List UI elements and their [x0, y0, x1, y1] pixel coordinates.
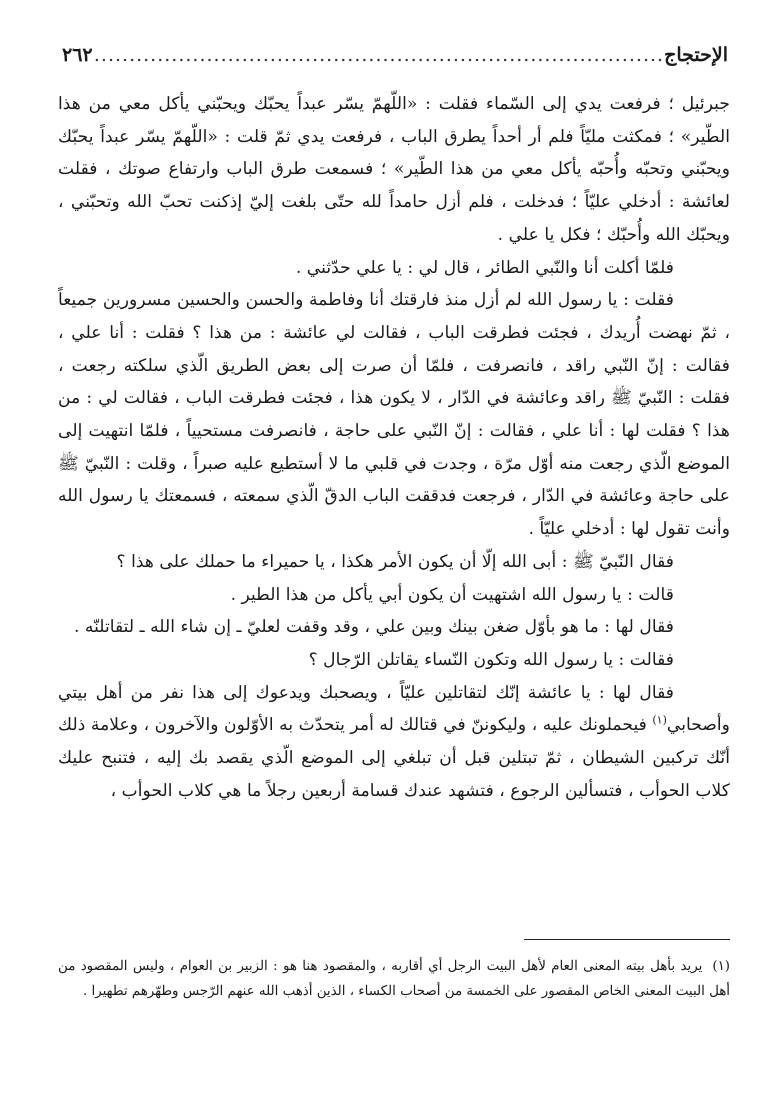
dialogue-line: قالت : يا رسول الله اشتهيت أن يكون أبي يأكل من هذا الطير . [230, 584, 674, 605]
footnote-marker: (١) [712, 959, 730, 974]
footnote [58, 954, 730, 1004]
paragraph-text: فقال لها : يا عائشة إنّك لتقاتلين عليّاً ، ويصحبك ويدعوك إلى هذا نفر من أهل بيتي وأصحابي [58, 682, 730, 736]
paragraph: جبرئيل ؛ فرفعت يدي إلى السّماء فقلت : «اللّهمّ يسّر عبداً يحبّك ويحبّني يأكل معي من هذا الطّير» ؛ فمكثت مليّاً فلم أر أحداً يطرق الباب ، فرفعت يدي ثمّ قلت : «اللّهمّ يسّر عبداً يحبّك ويحبّني وتحبّه وأُحبّه يأكل معي من هذا الطّير» ؛ فسمعت طرق الباب وارتفاع صوتك ، فقلت لعائشة : أدخلي عليّاً ؛ فدخلت ، فلم أزل حامداً لله حتّى بلغت إليّ إذكنت تحبّ الله وتحبّني ، ويحبّك الله وأُحبّك ؛ فكل يا علي . [58, 94, 730, 245]
paragraph: فقلت : يا رسول الله لم أزل منذ فارقتك أنا وفاطمة والحسن والحسين مسرورين جميعاً ، ثمّ نهضت أُريدك ، فجئت فطرقت الباب ، فقالت لي عائشة : من هذا ؟ فقلت : أنا علي ، فقالت : إنّ النّبي راقد ، فانصرفت ، فلمّا أن صرت إلى بعض الطريق الّذي سلكته رجعت ، فقلت : النّبيّ ﷺ راقد وعائشة في الدّار ، لا يكون هذا ، فجئت فطرقت الباب ، فقالت لي : من هذا ؟ فقلت لها : أنا علي ، فقالت : إنّ النّبي على حاجة ، فانصرفت مستحيياً ، فلمّا انتهيت إلى الموضع الّذي رجعت منه أوّل مرّة ، وجدت في قلبي ما لا أستطيع عليه صبراً ، وقلت : النّبيّ ﷺ على حاجة وعائشة في الدّار ، فرجعت فدققت الباب الدقّ الّذي سمعته ، فسمعتك يا رسول الله وأنت تقول لها : أدخلي عليّاً . [58, 290, 730, 540]
paragraph [58, 677, 730, 808]
paragraph: فلمّا أكلت أنا والنّبي الطائر ، قال لي : يا علي حدّثني . [295, 257, 674, 278]
header-dot-leader [93, 44, 664, 66]
footnote-text: يريد بأهل بيته المعنى العام لأهل البيت الرجل أي أقاربه ، والمقصود هنا هو : الزبير بن العوام ، وليس المقصود من أهل البيت المعنى الخاص المقصور على الخمسة من أصحاب الكساء ، الذين أذهب الله عنهم الرّجس وطهّرهم تطهيرا . [58, 959, 730, 999]
book-page [58, 44, 730, 1064]
paragraph-text: فيحملونك عليه ، وليكوننّ في قتالك له أمر يتحدّث به الأوّلون والآخرون ، وعلامة ذلك أنّك تركبين الشيطان ، ثمّ تبتلين قبل أن تبلغي إلى الموضع الّذي يقصد بك إليه ، فتنبح عليك كلاب الحوأب ، فتسألين الرجوع ، فتشهد عندك قسامة أربعين رجلاً ما هي كلاب الحوأب ، [58, 715, 730, 801]
running-header [58, 44, 730, 72]
main-text [58, 88, 730, 807]
footnote-separator [524, 939, 730, 940]
footnote-reference: (١) [652, 713, 667, 727]
dialogue-line: فقال النّبيّ ﷺ : أبى الله إلّا أن يكون الأمر هكذا ، يا حميراء ما حملك على هذا ؟ [116, 551, 674, 572]
page-number: ٢٦٢ [62, 44, 93, 66]
dialogue-line: فقال لها : ما هو بأوّل ضغن بينك وبين علي ، وقد وقفت لعليّ ـ إن شاء الله ـ لتقاتلنّه . [73, 617, 674, 638]
chapter-title: الإحتجاج [664, 44, 728, 66]
dialogue-line: فقالت : يا رسول الله وتكون النّساء يقاتلن الرّجال ؟ [308, 649, 674, 670]
